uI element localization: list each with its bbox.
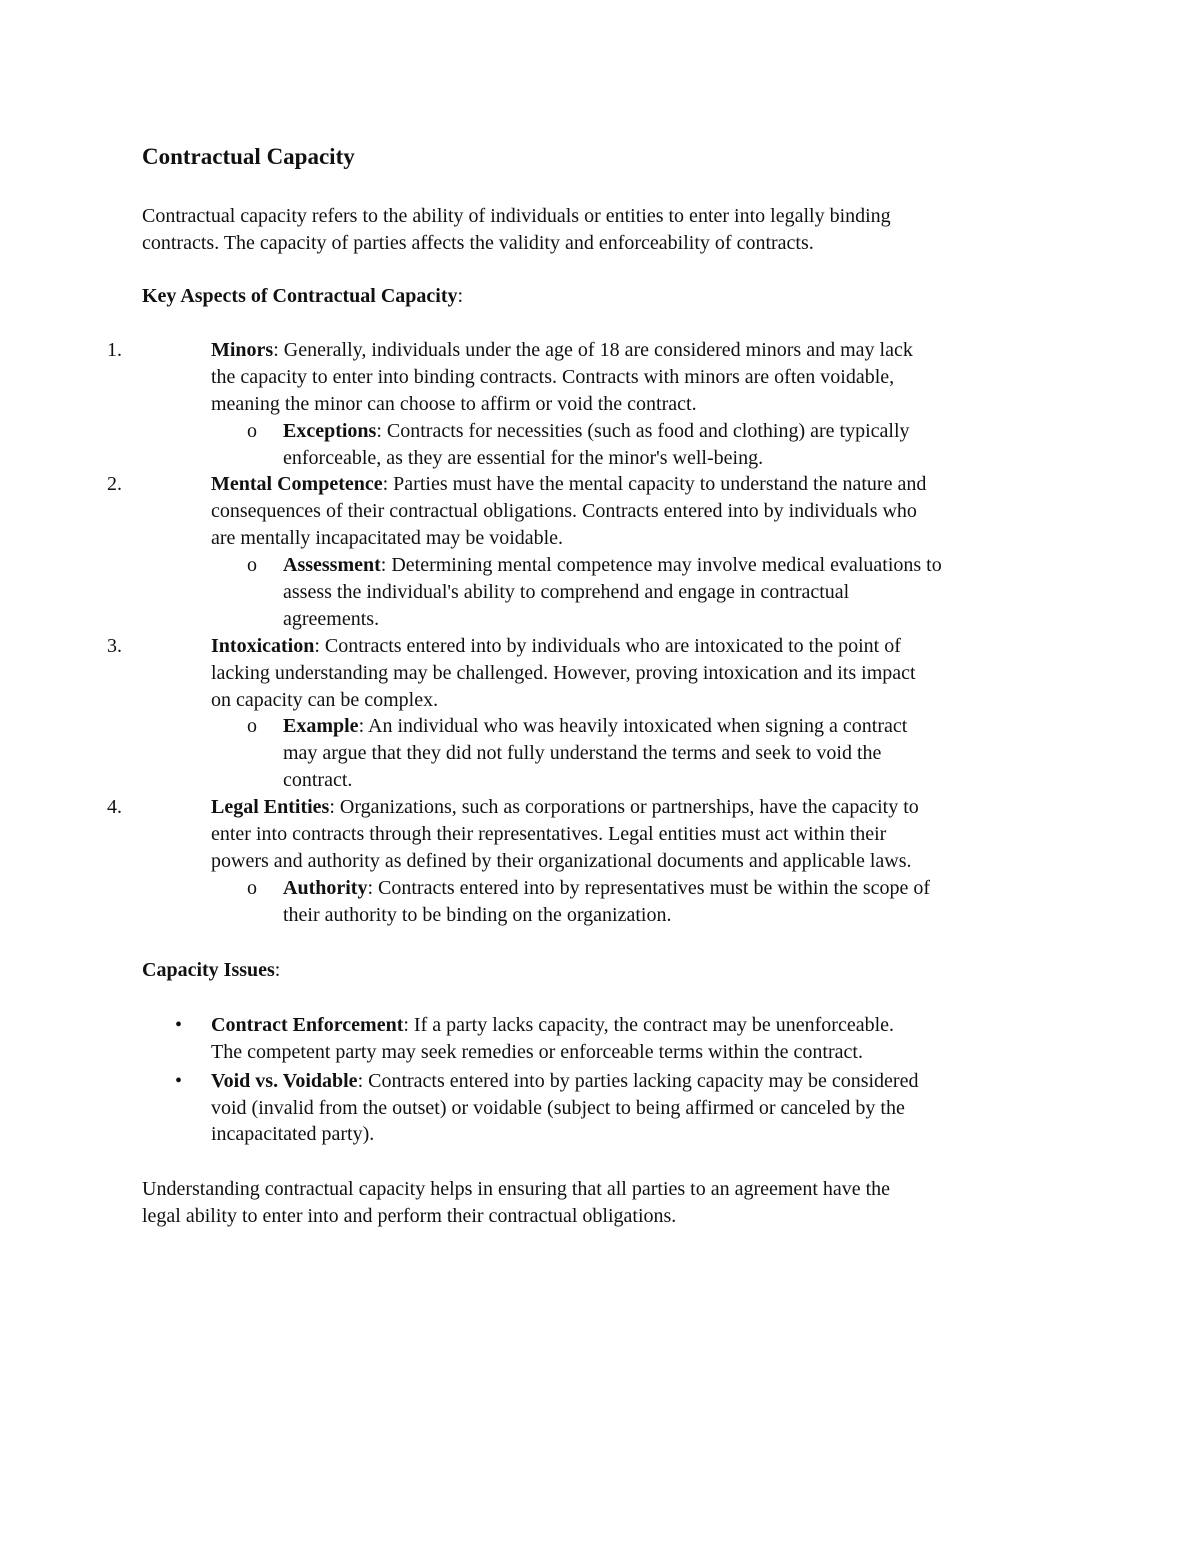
term-label: Minors [211,339,274,361]
line-text: The competent party may seek remedies or enforceable terms within the contract. [211,1040,863,1063]
line-text: the capacity to enter into binding contracts. Contracts with minors are often voidable, [211,365,895,388]
key-aspects-list [107,337,1102,929]
circle-bullet-icon: o [247,419,257,442]
bullet-item [142,1012,1102,1065]
text-line [211,821,1102,848]
line-text: : If a party lacks capacity, the contract may be unenforceable. [403,1014,895,1036]
bullet-icon: • [175,1014,183,1036]
bullet-item [142,1068,1102,1148]
line-text: : Determining mental competence may involve medical evaluations to [380,554,942,577]
closing-paragraph [142,1176,1102,1230]
line-text: incapacitated party). [211,1123,375,1146]
item-number: 1. [107,339,122,361]
line-text: are mentally incapacitated may be voidable. [211,527,564,550]
item-number: 2. [107,473,122,496]
text-line: contracts. The capacity of parties affects the validity and enforceability of contracts. [142,231,814,254]
text-line [211,1095,1102,1122]
text-line [283,875,1102,902]
text-line [211,337,1102,364]
term-label: Void vs. Voidable [211,1070,358,1093]
line-text: on capacity can be complex. [211,688,439,711]
list-item [107,794,1102,875]
text-line [283,606,1102,633]
line-text: consequences of their contractual obligations. Contracts entered into by individuals who [211,500,917,523]
line-text: powers and authority as defined by their organizational documents and applicable laws. [211,849,912,872]
item-number: 4. [107,796,122,819]
line-text: enter into contracts through their representatives. Legal entities must act within their [211,823,887,846]
sub-list-item [142,418,1102,472]
line-text: : Parties must have the mental capacity to understand the nature and [382,473,927,496]
line-text: assess the individual's ability to comprehend and engage in contractual [283,581,850,604]
text-line [283,579,1102,606]
text-line [211,525,1102,552]
text-line [211,633,1102,660]
line-text: void (invalid from the outset) or voidable (subject to being affirmed or canceled by the [211,1096,905,1119]
text-line [211,687,1102,714]
term-label: Mental Competence [211,473,383,496]
text-line [211,364,1102,391]
item-number: 3. [107,634,122,657]
list-item [107,337,1102,418]
bullet-icon: • [175,1070,183,1093]
term-label: Intoxication [211,634,315,657]
colon: : [457,285,464,307]
text-line [283,552,1102,579]
text-line [283,713,1102,740]
heading-text: Key Aspects of Contractual Capacity [142,285,458,307]
term-label: Authority [283,876,368,899]
line-text: : Organizations, such as corporations or partnerships, have the capacity to [329,796,919,819]
capacity-issues-heading [142,957,1102,984]
document-title: Contractual Capacity [142,144,355,169]
line-text: : An individual who was heavily intoxicated when signing a contract [358,715,908,738]
circle-bullet-icon: o [247,715,257,738]
line-text: contract. [283,769,353,792]
term-label: Exceptions [283,419,377,442]
line-text: : Contracts entered into by representatives must be within the scope of [367,876,931,899]
sub-list-item [142,713,1102,794]
text-line [211,1121,1102,1148]
text-line: Understanding contractual capacity helps in ensuring that all parties to an agreement have the [142,1178,891,1200]
line-text: their authority to be binding on the organization. [283,903,672,926]
intro-paragraph [142,203,1102,257]
text-line [283,445,1102,472]
circle-bullet-icon: o [247,554,257,577]
text-line [283,740,1102,767]
term-label: Example [283,715,359,738]
text-line: legal ability to enter into and perform their contractual obligations. [142,1204,677,1227]
list-item [107,471,1102,552]
term-label: Contract Enforcement [211,1014,404,1036]
sub-list-item [142,875,1102,929]
text-line [211,660,1102,687]
text-line [211,1012,1102,1039]
circle-bullet-icon: o [247,876,257,899]
term-label: Legal Entities [211,796,330,819]
capacity-issues-list [142,1012,1102,1151]
text-line [211,391,1102,418]
line-text: enforceable, as they are essential for the minor's well-being. [283,446,764,469]
text-line [283,902,1102,929]
line-text: may argue that they did not fully understand the terms and seek to void the [283,742,882,765]
term-label: Assessment [283,554,381,577]
list-item [107,633,1102,714]
line-text: meaning the minor can choose to affirm or void the contract. [211,392,697,415]
line-text: lacking understanding may be challenged. However, proving intoxication and its impact [211,661,916,684]
heading-text: Capacity Issues [142,959,275,981]
line-text: agreements. [283,607,380,630]
line-text: : Generally, individuals under the age of 18 are considered minors and may lack [273,339,913,361]
key-aspects-heading [142,283,1102,310]
text-line: Contractual capacity refers to the ability of individuals or entities to enter into legally binding [142,205,891,227]
colon: : [274,959,281,981]
line-text: : Contracts entered into by parties lacking capacity may be considered [357,1070,919,1093]
text-line [211,1068,1102,1095]
text-line [283,767,1102,794]
text-line [211,794,1102,821]
line-text: : Contracts for necessities (such as food and clothing) are typically [376,419,910,442]
text-line [283,418,1102,445]
text-line [211,471,1102,498]
line-text: : Contracts entered into by individuals who are intoxicated to the point of [314,634,901,657]
text-line [211,1039,1102,1066]
text-line [211,848,1102,875]
text-line [211,498,1102,525]
sub-list-item [142,552,1102,633]
